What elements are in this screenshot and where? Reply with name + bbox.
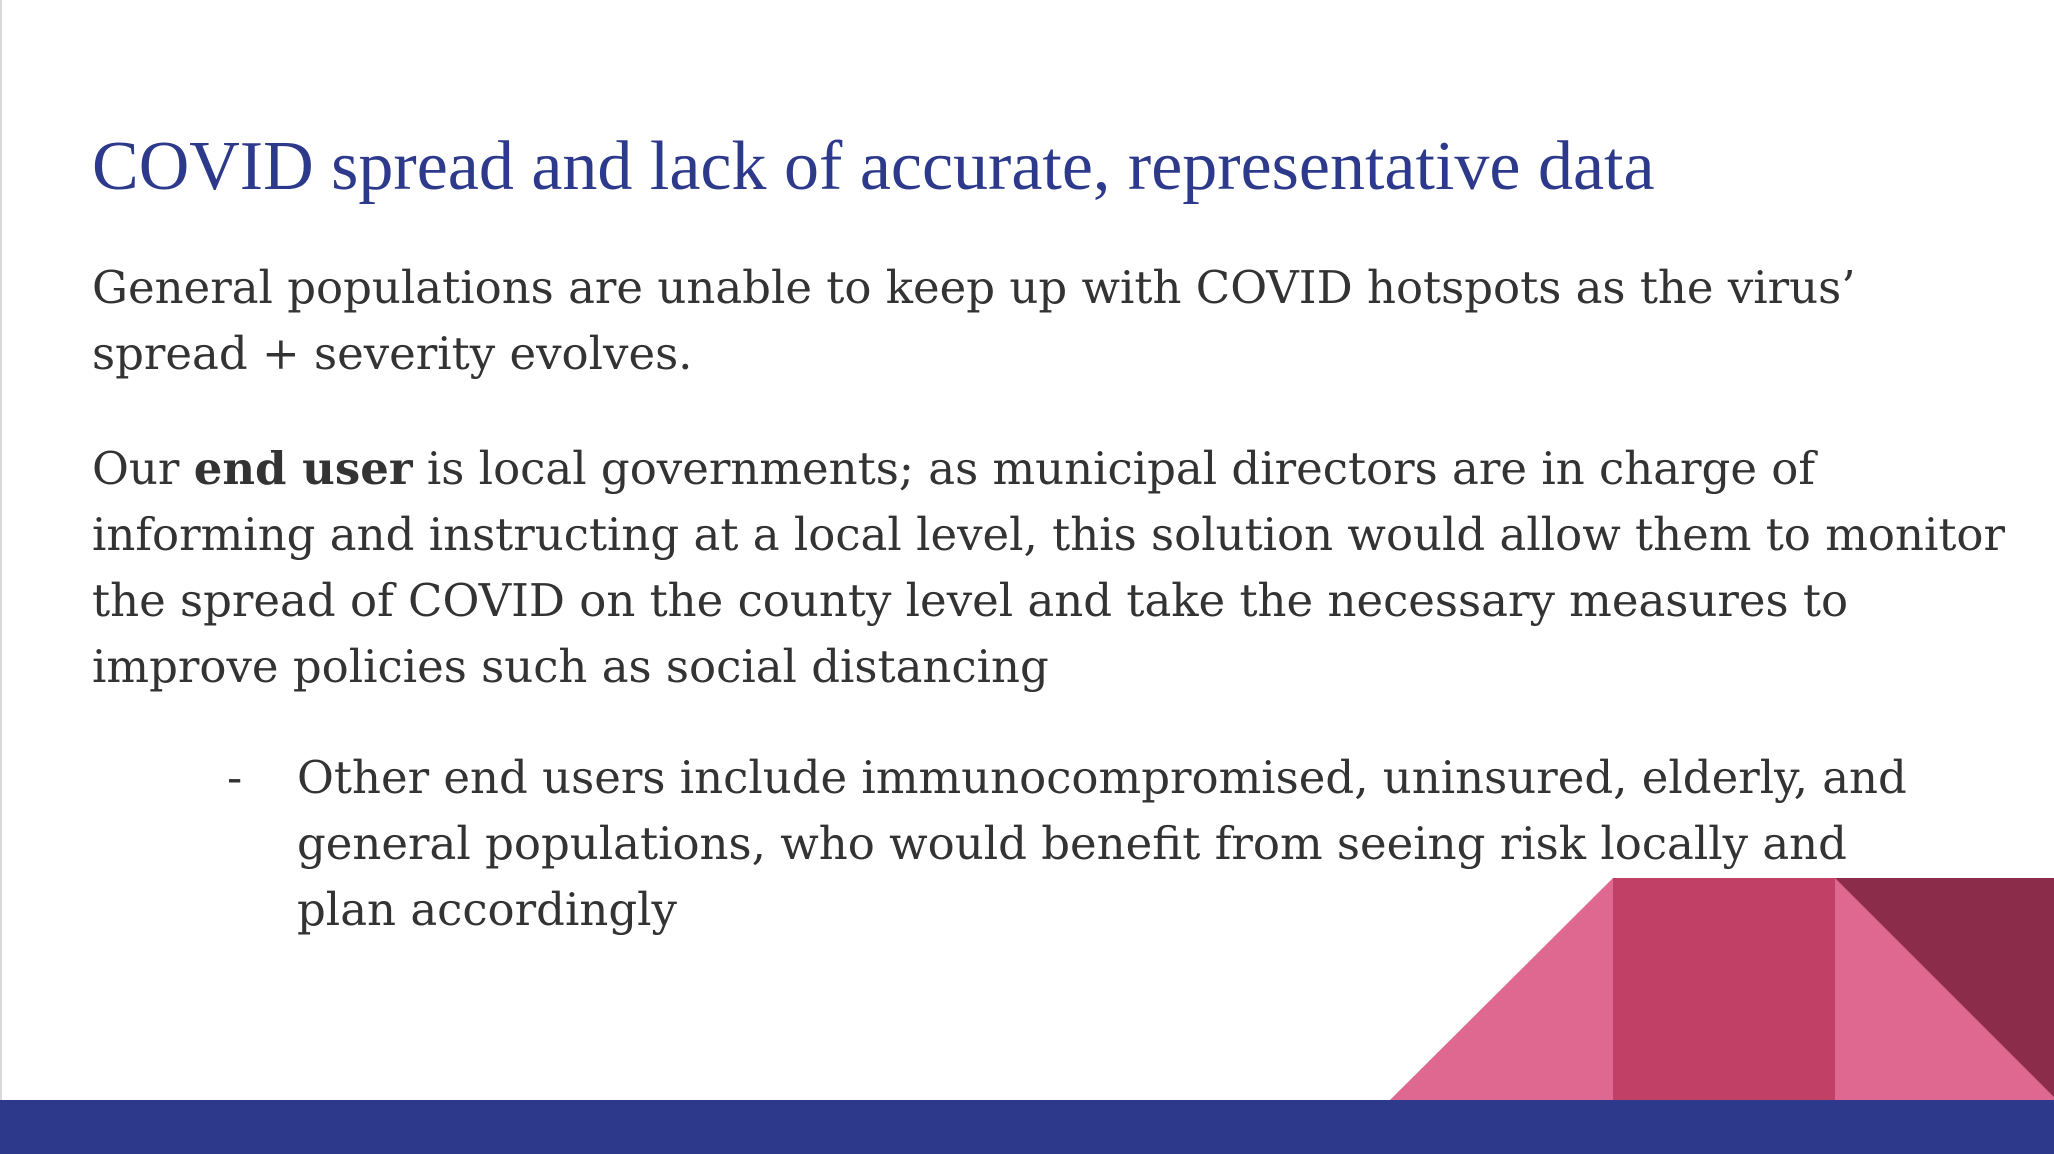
light-pink-left-triangle xyxy=(1390,878,1613,1100)
end-user-emphasis: end user xyxy=(193,442,413,495)
footer-bar xyxy=(0,1100,2054,1154)
bullet-marker: - xyxy=(227,751,243,804)
slide-title: COVID spread and lack of accurate, representative data xyxy=(92,128,1655,205)
paragraph-end-user-prefix: Our xyxy=(92,442,194,495)
mid-pink-block xyxy=(1613,878,1835,1100)
paragraph-general-populations: General populations are unable to keep up with COVID hotspots as the virus’ spread + severity evolves. xyxy=(92,261,1856,380)
paragraph-end-user-suffix: is local governments; as municipal directors are in charge of informing and instructing at a local level, this solution would allow them to monitor the spread of COVID on the county level and take the necessary measures to improve policies such as social distancing xyxy=(92,442,2006,693)
bullet-text: Other end users include immunocompromised, uninsured, elderly, and general populations, who would benefit from seeing risk locally and plan accordingly xyxy=(297,751,1907,936)
